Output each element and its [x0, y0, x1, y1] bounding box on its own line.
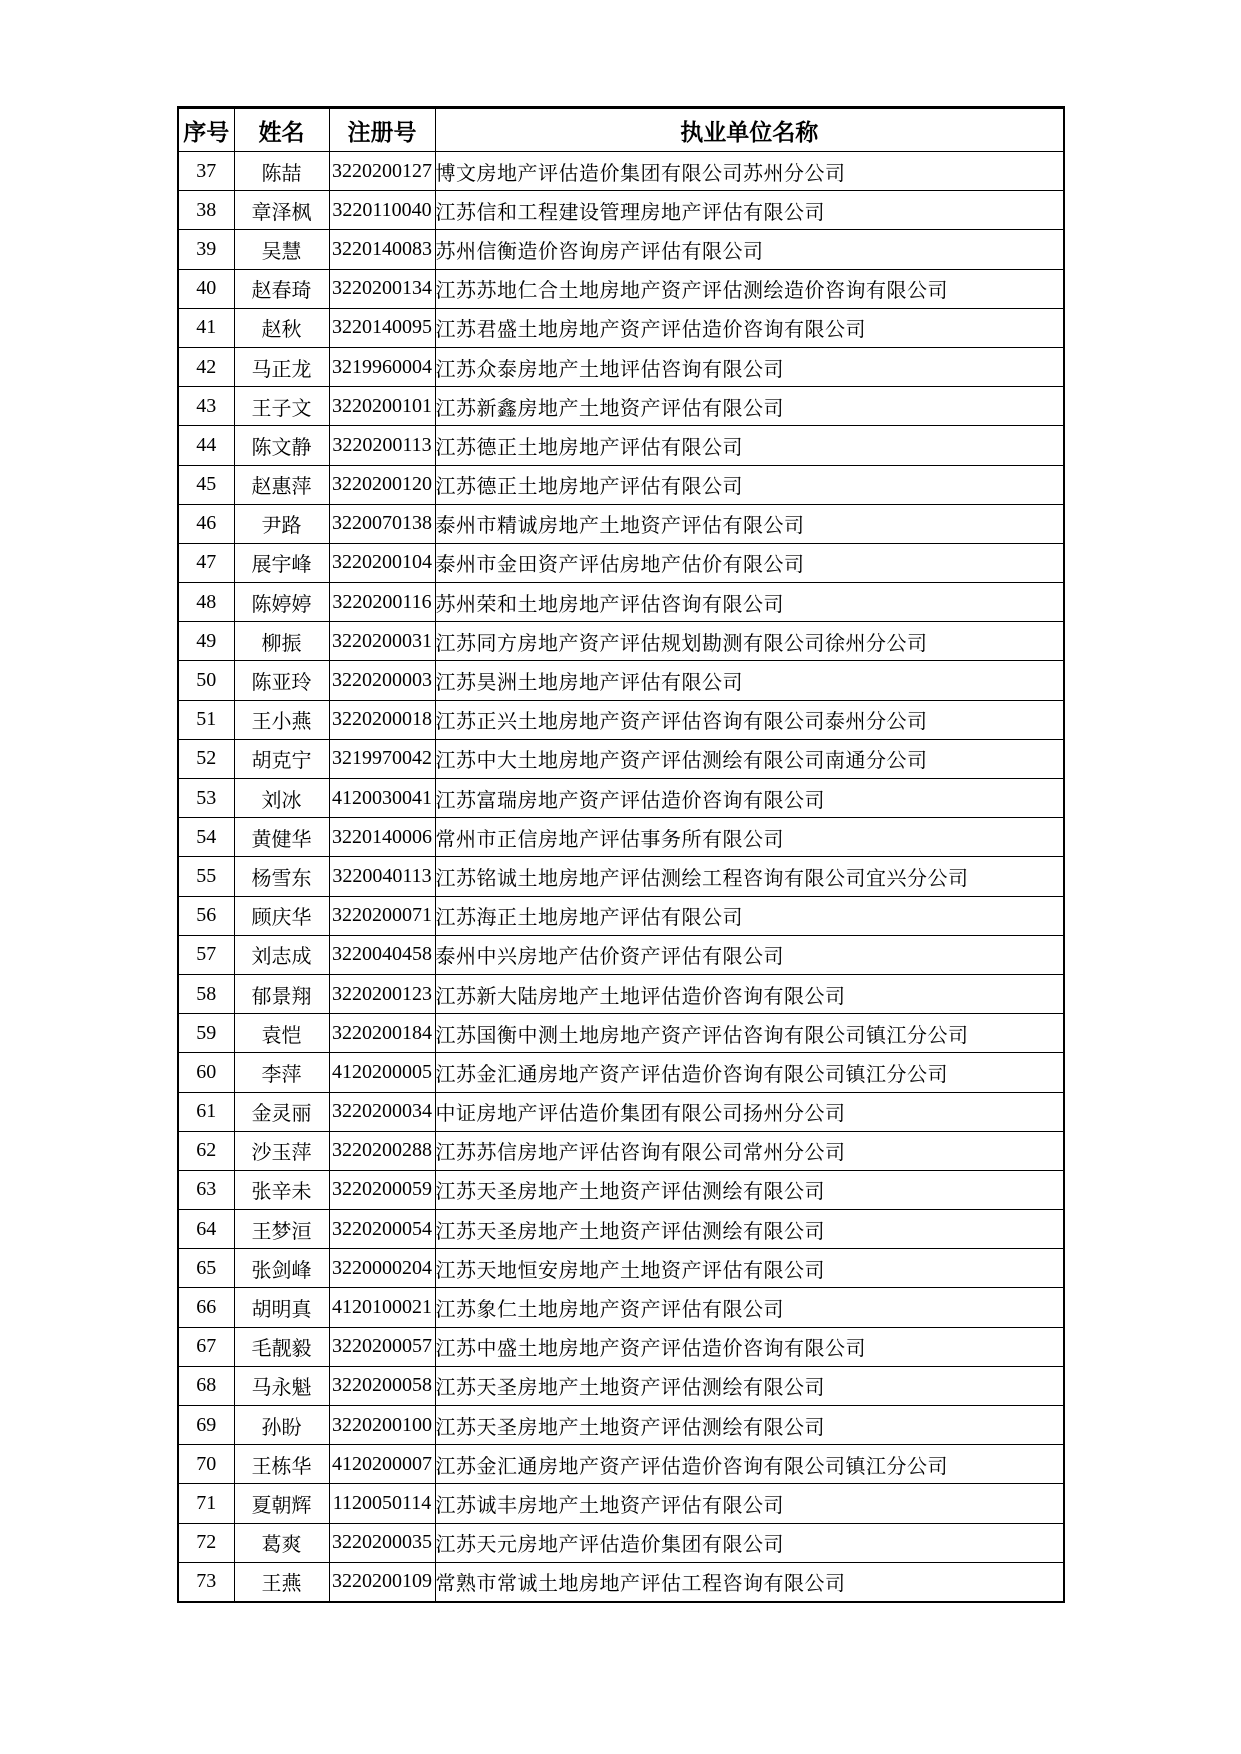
table-row	[178, 465, 1064, 504]
cell-registration-number: 3220200109	[329, 1562, 435, 1602]
cell-serial-number: 71	[178, 1484, 234, 1523]
cell-practicing-unit: 江苏天圣房地产土地资产评估测绘有限公司	[435, 1366, 1064, 1405]
cell-serial-number: 60	[178, 1053, 234, 1092]
cell-registration-number: 3220200127	[329, 152, 435, 191]
cell-registration-number: 3220200003	[329, 661, 435, 700]
cell-practicing-unit: 江苏新鑫房地产土地资产评估有限公司	[435, 387, 1064, 426]
cell-practicing-unit: 泰州中兴房地产估价资产评估有限公司	[435, 935, 1064, 974]
cell-registration-number: 3220200031	[329, 622, 435, 661]
cell-registration-number: 3220110040	[329, 191, 435, 230]
cell-name: 袁恺	[234, 1014, 329, 1053]
cell-registration-number: 3220200058	[329, 1366, 435, 1405]
table-row	[178, 935, 1064, 974]
cell-name: 葛爽	[234, 1523, 329, 1562]
table-row	[178, 152, 1064, 191]
cell-practicing-unit: 江苏天圣房地产土地资产评估测绘有限公司	[435, 1210, 1064, 1249]
column-header-registration-number: 注册号	[329, 108, 435, 152]
cell-name: 马正龙	[234, 347, 329, 386]
table-row	[178, 583, 1064, 622]
cell-registration-number: 3219970042	[329, 739, 435, 778]
cell-name: 毛靓毅	[234, 1327, 329, 1366]
cell-name: 陈婷婷	[234, 583, 329, 622]
cell-registration-number: 3220200123	[329, 974, 435, 1013]
cell-name: 刘冰	[234, 779, 329, 818]
cell-practicing-unit: 江苏德正土地房地产评估有限公司	[435, 465, 1064, 504]
cell-registration-number: 4120200005	[329, 1053, 435, 1092]
cell-name: 赵春琦	[234, 269, 329, 308]
cell-registration-number: 3219960004	[329, 347, 435, 386]
cell-registration-number: 3220200018	[329, 700, 435, 739]
cell-practicing-unit: 江苏富瑞房地产资产评估造价咨询有限公司	[435, 779, 1064, 818]
practitioners-table	[177, 106, 1065, 1603]
cell-practicing-unit: 中证房地产评估造价集团有限公司扬州分公司	[435, 1092, 1064, 1131]
cell-practicing-unit: 江苏诚丰房地产土地资产评估有限公司	[435, 1484, 1064, 1523]
cell-serial-number: 38	[178, 191, 234, 230]
column-header-name: 姓名	[234, 108, 329, 152]
cell-practicing-unit: 博文房地产评估造价集团有限公司苏州分公司	[435, 152, 1064, 191]
cell-serial-number: 63	[178, 1170, 234, 1209]
cell-registration-number: 3220200113	[329, 426, 435, 465]
cell-practicing-unit: 苏州荣和土地房地产评估咨询有限公司	[435, 583, 1064, 622]
cell-name: 李萍	[234, 1053, 329, 1092]
cell-registration-number: 3220200288	[329, 1131, 435, 1170]
cell-practicing-unit: 常州市正信房地产评估事务所有限公司	[435, 818, 1064, 857]
cell-name: 刘志成	[234, 935, 329, 974]
cell-practicing-unit: 江苏新大陆房地产土地评估造价咨询有限公司	[435, 974, 1064, 1013]
cell-serial-number: 66	[178, 1288, 234, 1327]
cell-serial-number: 50	[178, 661, 234, 700]
cell-name: 沙玉萍	[234, 1131, 329, 1170]
cell-name: 顾庆华	[234, 896, 329, 935]
cell-practicing-unit: 江苏海正土地房地产评估有限公司	[435, 896, 1064, 935]
cell-practicing-unit: 江苏天圣房地产土地资产评估测绘有限公司	[435, 1406, 1064, 1445]
table-row	[178, 1327, 1064, 1366]
cell-practicing-unit: 江苏君盛土地房地产资产评估造价咨询有限公司	[435, 308, 1064, 347]
cell-name: 王栋华	[234, 1445, 329, 1484]
cell-registration-number: 3220070138	[329, 504, 435, 543]
cell-registration-number: 3220200059	[329, 1170, 435, 1209]
cell-serial-number: 43	[178, 387, 234, 426]
cell-name: 张辛未	[234, 1170, 329, 1209]
cell-serial-number: 39	[178, 230, 234, 269]
table-row	[178, 308, 1064, 347]
cell-registration-number: 3220200054	[329, 1210, 435, 1249]
cell-practicing-unit: 苏州信衡造价咨询房产评估有限公司	[435, 230, 1064, 269]
cell-serial-number: 45	[178, 465, 234, 504]
cell-serial-number: 73	[178, 1562, 234, 1602]
table-row	[178, 779, 1064, 818]
cell-serial-number: 62	[178, 1131, 234, 1170]
table-row	[178, 1445, 1064, 1484]
table-row	[178, 1249, 1064, 1288]
table-row	[178, 230, 1064, 269]
cell-name: 黄健华	[234, 818, 329, 857]
table-row	[178, 387, 1064, 426]
cell-registration-number: 1120050114	[329, 1484, 435, 1523]
cell-registration-number: 3220140006	[329, 818, 435, 857]
cell-serial-number: 70	[178, 1445, 234, 1484]
cell-name: 展宇峰	[234, 543, 329, 582]
table-row	[178, 1288, 1064, 1327]
column-header-practicing-unit: 执业单位名称	[435, 108, 1064, 152]
table-row	[178, 1523, 1064, 1562]
table-row	[178, 1092, 1064, 1131]
cell-serial-number: 69	[178, 1406, 234, 1445]
cell-registration-number: 3220040113	[329, 857, 435, 896]
cell-serial-number: 54	[178, 818, 234, 857]
cell-serial-number: 59	[178, 1014, 234, 1053]
table-row	[178, 1014, 1064, 1053]
cell-practicing-unit: 江苏天圣房地产土地资产评估测绘有限公司	[435, 1170, 1064, 1209]
cell-serial-number: 52	[178, 739, 234, 778]
cell-serial-number: 67	[178, 1327, 234, 1366]
cell-registration-number: 3220200101	[329, 387, 435, 426]
cell-name: 张剑峰	[234, 1249, 329, 1288]
cell-serial-number: 47	[178, 543, 234, 582]
cell-serial-number: 42	[178, 347, 234, 386]
cell-serial-number: 48	[178, 583, 234, 622]
cell-serial-number: 37	[178, 152, 234, 191]
table-row	[178, 191, 1064, 230]
cell-practicing-unit: 江苏铭诚土地房地产评估测绘工程咨询有限公司宜兴分公司	[435, 857, 1064, 896]
cell-name: 章泽枫	[234, 191, 329, 230]
cell-serial-number: 41	[178, 308, 234, 347]
cell-registration-number: 3220140095	[329, 308, 435, 347]
cell-practicing-unit: 常熟市常诚土地房地产评估工程咨询有限公司	[435, 1562, 1064, 1602]
cell-practicing-unit: 江苏苏信房地产评估咨询有限公司常州分公司	[435, 1131, 1064, 1170]
table-row	[178, 896, 1064, 935]
cell-name: 赵惠萍	[234, 465, 329, 504]
cell-practicing-unit: 江苏国衡中测土地房地产资产评估咨询有限公司镇江分公司	[435, 1014, 1064, 1053]
table-header-row	[178, 108, 1064, 152]
table-row	[178, 1210, 1064, 1249]
cell-name: 夏朝辉	[234, 1484, 329, 1523]
cell-serial-number: 55	[178, 857, 234, 896]
cell-practicing-unit: 江苏象仁土地房地产资产评估有限公司	[435, 1288, 1064, 1327]
cell-registration-number: 3220200100	[329, 1406, 435, 1445]
table-row	[178, 974, 1064, 1013]
table-row	[178, 1131, 1064, 1170]
cell-name: 金灵丽	[234, 1092, 329, 1131]
cell-name: 尹路	[234, 504, 329, 543]
cell-practicing-unit: 江苏众泰房地产土地评估咨询有限公司	[435, 347, 1064, 386]
cell-name: 王燕	[234, 1562, 329, 1602]
cell-name: 孙盼	[234, 1406, 329, 1445]
table-row	[178, 426, 1064, 465]
cell-practicing-unit: 江苏天元房地产评估造价集团有限公司	[435, 1523, 1064, 1562]
cell-practicing-unit: 江苏天地恒安房地产土地资产评估有限公司	[435, 1249, 1064, 1288]
cell-serial-number: 65	[178, 1249, 234, 1288]
cell-serial-number: 40	[178, 269, 234, 308]
cell-name: 郁景翔	[234, 974, 329, 1013]
column-header-serial-number: 序号	[178, 108, 234, 152]
cell-registration-number: 3220200184	[329, 1014, 435, 1053]
table-row	[178, 661, 1064, 700]
table-row	[178, 622, 1064, 661]
cell-serial-number: 72	[178, 1523, 234, 1562]
table-row	[178, 1366, 1064, 1405]
cell-name: 陈喆	[234, 152, 329, 191]
table-row	[178, 1562, 1064, 1602]
cell-practicing-unit: 泰州市精诚房地产土地资产评估有限公司	[435, 504, 1064, 543]
cell-registration-number: 4120100021	[329, 1288, 435, 1327]
cell-serial-number: 56	[178, 896, 234, 935]
cell-serial-number: 58	[178, 974, 234, 1013]
cell-practicing-unit: 江苏中大土地房地产资产评估测绘有限公司南通分公司	[435, 739, 1064, 778]
cell-name: 王梦洹	[234, 1210, 329, 1249]
cell-registration-number: 4120030041	[329, 779, 435, 818]
cell-name: 柳振	[234, 622, 329, 661]
cell-name: 胡克宁	[234, 739, 329, 778]
table-row	[178, 543, 1064, 582]
table-row	[178, 700, 1064, 739]
cell-name: 王子文	[234, 387, 329, 426]
cell-practicing-unit: 江苏金汇通房地产资产评估造价咨询有限公司镇江分公司	[435, 1053, 1064, 1092]
cell-serial-number: 68	[178, 1366, 234, 1405]
cell-practicing-unit: 江苏信和工程建设管理房地产评估有限公司	[435, 191, 1064, 230]
table-row	[178, 1053, 1064, 1092]
cell-registration-number: 3220200116	[329, 583, 435, 622]
cell-registration-number: 3220140083	[329, 230, 435, 269]
cell-registration-number: 3220200134	[329, 269, 435, 308]
cell-practicing-unit: 江苏正兴土地房地产资产评估咨询有限公司泰州分公司	[435, 700, 1064, 739]
cell-name: 陈亚玲	[234, 661, 329, 700]
cell-name: 马永魁	[234, 1366, 329, 1405]
cell-practicing-unit: 江苏中盛土地房地产资产评估造价咨询有限公司	[435, 1327, 1064, 1366]
cell-registration-number: 3220200071	[329, 896, 435, 935]
table-row	[178, 818, 1064, 857]
table-row	[178, 1170, 1064, 1209]
cell-practicing-unit: 江苏同方房地产资产评估规划勘测有限公司徐州分公司	[435, 622, 1064, 661]
cell-registration-number: 3220200034	[329, 1092, 435, 1131]
cell-practicing-unit: 江苏昊洲土地房地产评估有限公司	[435, 661, 1064, 700]
cell-name: 胡明真	[234, 1288, 329, 1327]
cell-registration-number: 4120200007	[329, 1445, 435, 1484]
table-row	[178, 269, 1064, 308]
cell-practicing-unit: 泰州市金田资产评估房地产估价有限公司	[435, 543, 1064, 582]
table-row	[178, 739, 1064, 778]
cell-practicing-unit: 江苏德正土地房地产评估有限公司	[435, 426, 1064, 465]
cell-serial-number: 49	[178, 622, 234, 661]
cell-serial-number: 61	[178, 1092, 234, 1131]
cell-serial-number: 46	[178, 504, 234, 543]
table-row	[178, 1484, 1064, 1523]
cell-serial-number: 44	[178, 426, 234, 465]
cell-serial-number: 57	[178, 935, 234, 974]
table-row	[178, 1406, 1064, 1445]
cell-name: 陈文静	[234, 426, 329, 465]
table-row	[178, 857, 1064, 896]
cell-serial-number: 64	[178, 1210, 234, 1249]
cell-practicing-unit: 江苏金汇通房地产资产评估造价咨询有限公司镇江分公司	[435, 1445, 1064, 1484]
cell-name: 吴慧	[234, 230, 329, 269]
cell-name: 杨雪东	[234, 857, 329, 896]
cell-registration-number: 3220000204	[329, 1249, 435, 1288]
cell-registration-number: 3220200035	[329, 1523, 435, 1562]
cell-name: 王小燕	[234, 700, 329, 739]
table-row	[178, 504, 1064, 543]
cell-name: 赵秋	[234, 308, 329, 347]
table-row	[178, 347, 1064, 386]
cell-serial-number: 51	[178, 700, 234, 739]
cell-registration-number: 3220200057	[329, 1327, 435, 1366]
cell-registration-number: 3220040458	[329, 935, 435, 974]
cell-serial-number: 53	[178, 779, 234, 818]
cell-registration-number: 3220200120	[329, 465, 435, 504]
cell-practicing-unit: 江苏苏地仁合土地房地产资产评估测绘造价咨询有限公司	[435, 269, 1064, 308]
cell-registration-number: 3220200104	[329, 543, 435, 582]
